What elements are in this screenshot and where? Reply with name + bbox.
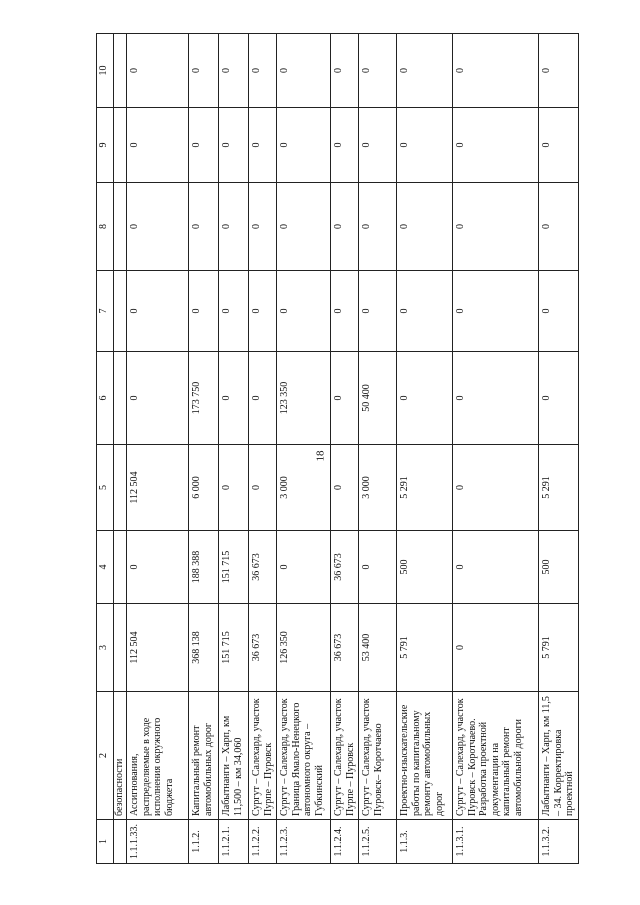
budget-table <box>96 33 579 864</box>
rotated-table-container <box>96 34 586 864</box>
value-cell: 0 <box>453 531 539 604</box>
value-cell: 0 <box>249 34 277 108</box>
row-name-cell: Проектно-изыскательские работы по капитальному ремонту автомобильных дорог <box>397 692 453 820</box>
header-cell: 9 <box>97 108 114 183</box>
row-name-cell: Сургут – Салехард, участок Пуровск– Коротчаево <box>359 692 397 820</box>
value-cell: 0 <box>277 271 331 352</box>
value-cell: 0 <box>539 108 579 183</box>
value-cell: 123 350 <box>277 352 331 445</box>
table-row <box>397 34 453 864</box>
row-number-cell: 1.1.3.1. <box>453 820 539 864</box>
value-cell: 0 <box>219 271 249 352</box>
value-cell: 0 <box>127 271 189 352</box>
row-number-cell: 1.1.2. <box>189 820 219 864</box>
value-cell: 151 715 <box>219 531 249 604</box>
table-row <box>127 34 189 864</box>
value-cell: 0 <box>127 34 189 108</box>
table-row <box>539 34 579 864</box>
value-cell: 112 504 <box>127 604 189 692</box>
value-cell: 500 <box>397 531 453 604</box>
value-cell: 0 <box>453 34 539 108</box>
value-cell: 0 <box>219 352 249 445</box>
value-cell: 126 350 <box>277 604 331 692</box>
value-cell: 0 <box>539 34 579 108</box>
table-row <box>249 34 277 864</box>
value-cell: 0 <box>249 183 277 271</box>
value-cell: 0 <box>397 352 453 445</box>
value-cell: 0 <box>331 352 359 445</box>
value-cell: 5 791 <box>397 604 453 692</box>
value-cell: 500 <box>539 531 579 604</box>
value-cell: 0 <box>277 34 331 108</box>
value-cell: 0 <box>277 183 331 271</box>
value-cell: 112 504 <box>127 445 189 531</box>
value-cell: 36 673 <box>249 531 277 604</box>
row-number-cell: 1.1.2.4. <box>331 820 359 864</box>
value-cell: 5 291 <box>539 445 579 531</box>
value-cell: 0 <box>539 271 579 352</box>
header-cell: 7 <box>97 271 114 352</box>
header-cell: 1 <box>97 820 114 864</box>
value-cell: 0 <box>453 445 539 531</box>
header-cell: 10 <box>97 34 114 108</box>
value-cell: 0 <box>397 34 453 108</box>
value-cell: 0 <box>331 108 359 183</box>
value-cell: 0 <box>331 271 359 352</box>
value-cell: 0 <box>249 271 277 352</box>
value-cell: 0 <box>331 183 359 271</box>
value-cell: 0 <box>539 352 579 445</box>
value-cell: 0 <box>453 108 539 183</box>
value-cell: 0 <box>359 108 397 183</box>
value-cell: 0 <box>127 183 189 271</box>
value-cell: 0 <box>249 352 277 445</box>
value-cell: 36 673 <box>331 604 359 692</box>
page-number: 18 <box>314 450 326 462</box>
value-cell: 0 <box>189 108 219 183</box>
value-cell: 0 <box>219 183 249 271</box>
value-cell: 3 000 <box>277 445 331 531</box>
value-cell: 173 750 <box>189 352 219 445</box>
value-cell: 0 <box>331 34 359 108</box>
section-label: безопасности <box>114 692 127 820</box>
value-cell: 0 <box>249 108 277 183</box>
header-row <box>97 34 114 864</box>
value-cell: 368 138 <box>189 604 219 692</box>
value-cell: 50 400 <box>359 352 397 445</box>
section-continuation-row <box>114 34 127 864</box>
row-name-cell: Сургут – Салехард, участок Пуровск – Коротчаево. Разработка проектной документации на капитальный ремонт автомобильной дороги <box>453 692 539 820</box>
header-cell: 2 <box>97 692 114 820</box>
value-cell: 0 <box>277 108 331 183</box>
header-cell: 6 <box>97 352 114 445</box>
value-cell: 6 000 <box>189 445 219 531</box>
value-cell: 0 <box>127 108 189 183</box>
value-cell: 0 <box>219 108 249 183</box>
header-cell: 5 <box>97 445 114 531</box>
table-row <box>331 34 359 864</box>
row-number-cell: 1.1.2.5. <box>359 820 397 864</box>
row-number-cell: 1.1.3.2. <box>539 820 579 864</box>
value-cell: 36 673 <box>249 604 277 692</box>
value-cell: 0 <box>539 183 579 271</box>
row-number-cell: 1.1.1.33. <box>127 820 189 864</box>
value-cell: 0 <box>189 183 219 271</box>
row-number-cell: 1.1.2.1. <box>219 820 249 864</box>
value-cell: 0 <box>277 531 331 604</box>
value-cell: 36 673 <box>331 531 359 604</box>
row-name-cell: Сургут – Салехард, участок Граница Ямало-Ненецкого автономного округа – Губкинский <box>277 692 331 820</box>
row-name-cell: Лабытнанги – Харп, км 11,5 – 34. Корректировка проектной <box>539 692 579 820</box>
row-number-cell: 1.1.2.2. <box>249 820 277 864</box>
table-row <box>219 34 249 864</box>
row-name-cell: Ассигнования, распределяемые в ходе исполнения окружного бюджета <box>127 692 189 820</box>
value-cell: 0 <box>249 445 277 531</box>
value-cell: 0 <box>359 183 397 271</box>
value-cell: 0 <box>127 531 189 604</box>
value-cell: 5 291 <box>397 445 453 531</box>
value-cell: 0 <box>397 108 453 183</box>
header-cell: 8 <box>97 183 114 271</box>
value-cell: 0 <box>331 445 359 531</box>
value-cell: 0 <box>359 271 397 352</box>
value-cell: 0 <box>219 34 249 108</box>
row-number-cell: 1.1.3. <box>397 820 453 864</box>
row-number-cell: 1.1.2.3. <box>277 820 331 864</box>
table-row <box>189 34 219 864</box>
value-cell: 0 <box>127 352 189 445</box>
value-cell: 0 <box>397 183 453 271</box>
value-cell: 5 791 <box>539 604 579 692</box>
value-cell: 0 <box>359 531 397 604</box>
value-cell: 3 000 <box>359 445 397 531</box>
row-name-cell: Лабытнанги – Харп, км 11,500 – км 34,060 <box>219 692 249 820</box>
value-cell: 0 <box>453 604 539 692</box>
value-cell: 0 <box>359 34 397 108</box>
table-row <box>359 34 397 864</box>
value-cell: 0 <box>219 445 249 531</box>
row-name-cell: Сургут – Салехард, участок Пурпе – Пуровск <box>331 692 359 820</box>
value-cell: 0 <box>189 34 219 108</box>
value-cell: 0 <box>453 183 539 271</box>
table-row <box>453 34 539 864</box>
value-cell: 151 715 <box>219 604 249 692</box>
value-cell: 0 <box>189 271 219 352</box>
row-name-cell: Капитальный ремонт автомобильных дорог <box>189 692 219 820</box>
header-cell: 3 <box>97 604 114 692</box>
value-cell: 0 <box>453 352 539 445</box>
row-name-cell: Сургут – Салехард, участок Пурпе – Пуровск <box>249 692 277 820</box>
value-cell: 0 <box>453 271 539 352</box>
table-row <box>277 34 331 864</box>
value-cell: 0 <box>397 271 453 352</box>
header-cell: 4 <box>97 531 114 604</box>
value-cell: 53 400 <box>359 604 397 692</box>
value-cell: 188 388 <box>189 531 219 604</box>
